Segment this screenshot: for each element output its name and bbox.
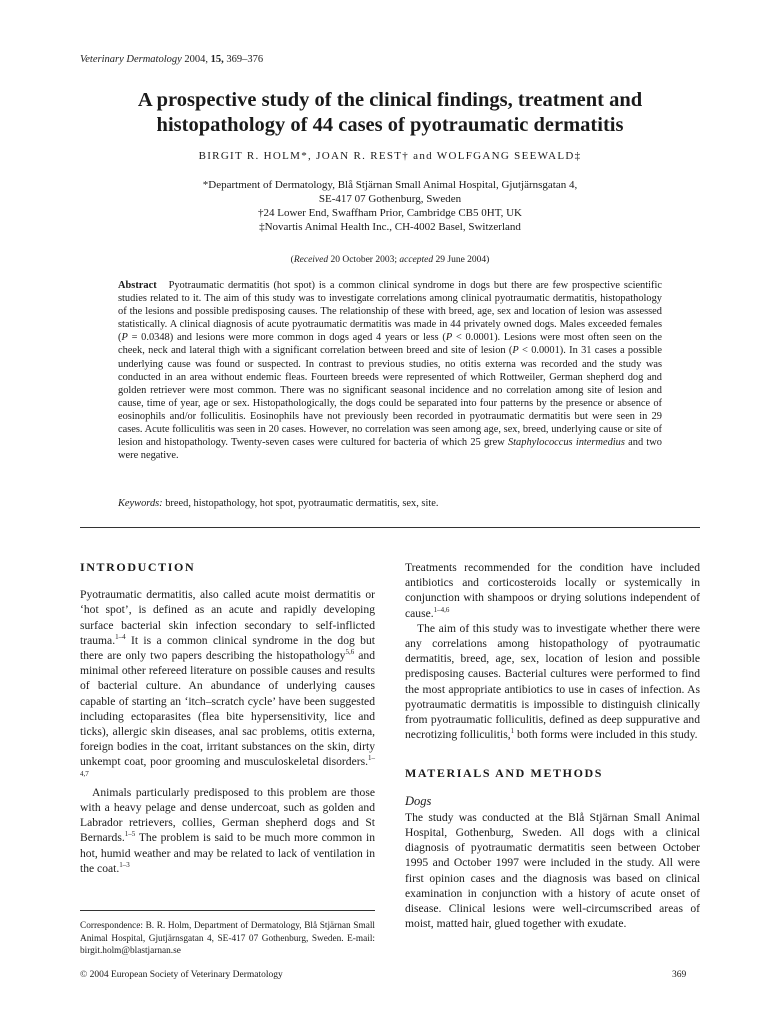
affiliations bbox=[80, 178, 700, 234]
methods-paragraph-1: The study was conducted at the Blå Stjärnan Small Animal Hospital, Gothenburg, Sweden. All dogs with a clinical diagnosis of pyotraumatic dermatitis seen between October 1995 and October 1997 were included in the study. All were first opinion cases and the diagnosis was based on clinical examination in conjunction with a history of acute onset of disease. Clinical lesions were well-circumscribed areas of moist, matted hair, glued together with exudate. bbox=[405, 810, 700, 931]
abstract: Abstract Pyotraumatic dermatitis (hot spot) is a common clinical syndrome in dogs but there are few prospective scientific studies related to it. The aim of this study was to investigate correlations among clinical pyotraumatic dermatitis, histopathology of the lesions and possible predisposing causes. The relationship of these with breed, age, sex and location of lesion was assessed statistically. A clinical diagnosis of acute pyotraumatic dermatitis was made in 44 privately owned dogs. Males exceeded females (P = 0.0348) and lesions were more common in dogs aged 4 years or less (P < 0.0001). Lesions were most often seen on the cheek, neck and lateral thigh with a significant correlation between breed and site of lesion (P < 0.0001). In 31 cases a possible underlying cause was found or suspected. In contrast to previous studies, no otitis externa was recorded and the study was conducted in an area without endemic fleas. Fourteen breeds were represented of which Rottweiler, German shepherd dog and golden retriever were most common. There was no significant seasonal incidence and no correlation among site of lesion and cause, time of year, age or sex. Histopathologically, the dogs could be separated into four patterns by the presence or absence of eosinophils and/or folliculitis. Eosinophils have not previously been recorded in pyotraumatic dermatitis but were seen in 29 cases. Acute folliculitis was seen in 20 cases. However, no correlation was seen among age, sex, breed, underlying cause or site of lesion and histopathology. Twenty-seven cases were cultured for bacteria of which 25 grew Staphylococcus intermedius and two were negative. bbox=[118, 280, 662, 462]
left-column bbox=[80, 560, 375, 876]
affiliation-3: ‡Novartis Animal Health Inc., CH-4002 Basel, Switzerland bbox=[259, 221, 521, 233]
copyright-notice: © 2004 European Society of Veterinary Dermatology bbox=[80, 970, 283, 980]
journal-name: Veterinary Dermatology bbox=[80, 54, 182, 65]
received-label: Received bbox=[293, 255, 329, 265]
correspondence-note: Correspondence: B. R. Holm, Department of Dermatology, Blå Stjärnan Small Animal Hospital, Gjutjärnsgatan 4, SE-417 07 Gothenburg, Sweden. E-mail: birgit.holm@blastjarnan.se bbox=[80, 921, 375, 956]
article-title bbox=[80, 88, 700, 138]
submission-dates: (Received 20 October 2003; accepted 29 June 2004) bbox=[290, 255, 490, 265]
keywords-label: Keywords: bbox=[118, 498, 163, 509]
journal-citation bbox=[80, 54, 263, 65]
intro-paragraph-3: Treatments recommended for the condition have included antibiotics and corticosteroids locally or systemically in conjunction with shampoos or drying solutions independent of cause.$^{1-4,6}$ bbox=[405, 561, 700, 620]
footnote-divider bbox=[80, 910, 375, 911]
dogs-subheading: Dogs bbox=[405, 793, 432, 808]
accepted-label: accepted bbox=[399, 255, 434, 265]
organism-name: Staphylococcus intermedius bbox=[507, 437, 625, 449]
affiliation-1: *Department of Dermatology, Blå Stjärnan Small Animal Hospital, Gjutjärnsgatan 4, bbox=[202, 179, 578, 191]
introduction-heading: INTRODUCTION bbox=[80, 560, 196, 574]
right-column bbox=[405, 560, 700, 931]
keywords bbox=[118, 498, 678, 509]
journal-volume: 15, bbox=[210, 54, 224, 65]
section-divider bbox=[80, 527, 700, 528]
intro-paragraph-4: The aim of this study was to investigate whether there were any correlations among histopathology of pyotraumatic dermatitis, breed, age, sex, location of lesion and possible predisposing causes. Bacterial cultures were performed to find the most appropriate antibiotics to use in cases of infection. As pyotraumatic dermatitis is impossible to distinguish clinically from pyotraumatic folliculitis, defined as deep suppurative and necrotizing folliculitis,$^1$ both forms were included in this study. bbox=[405, 621, 700, 742]
affiliation-2: †24 Lower End, Swaffham Prior, Cambridge CB5 0HT, UK bbox=[257, 207, 523, 219]
title-line-1: A prospective study of the clinical findings, treatment and bbox=[137, 89, 643, 111]
keywords-text: breed, histopathology, hot spot, pyotraumatic dermatitis, sex, site. bbox=[162, 498, 439, 509]
intro-paragraph-1: Pyotraumatic dermatitis, also called acute moist dermatitis or ‘hot spot’, is defined as an acute and rapidly developing surface bacterial skin infection secondary to self-inflicted trauma.$^{1-4}$ It is a common clinical syndrome in the dog but there are only two papers describing the histopathology$^{5,6}$ and minimal other refereed literature on possible causes and results of bacterial culture. An abundance of underlying causes capable of starting an ‘itch–scratch cycle’ have been suggested including ectoparasites (flea bite hypersensitivity, lice and ticks), allergic skin diseases, anal sac problems, otitis externa, foreign bodies in the coat, irritant substances on the skin, dirty unkempt coat, poor grooming and musculoskeletal disorders.$^{1-4,7}$ bbox=[80, 588, 375, 778]
affiliation-1-cont: SE-417 07 Gothenburg, Sweden bbox=[318, 193, 462, 205]
title-line-2: histopathology of 44 cases of pyotraumatic dermatitis bbox=[156, 114, 624, 136]
journal-year: 2004, bbox=[184, 54, 209, 65]
abstract-label: Abstract bbox=[118, 280, 157, 291]
journal-pages: 369–376 bbox=[226, 54, 264, 65]
page-number: 369 bbox=[672, 970, 687, 980]
author-list: BIRGIT R. HOLM*, JOAN R. REST† and WOLFGANG SEEWALD‡ bbox=[198, 150, 582, 162]
intro-paragraph-2: Animals particularly predisposed to this problem are those with a heavy pelage and dense undercoat, such as golden and Labrador retrievers, collies, German shepherd dogs and St Bernards.$^{1-5}$ The problem is said to be much more common in hot, humid weather and may be related to lack of ventilation in the coat.$^{1-3}$ bbox=[80, 785, 375, 875]
methods-heading: MATERIALS AND METHODS bbox=[405, 766, 604, 781]
